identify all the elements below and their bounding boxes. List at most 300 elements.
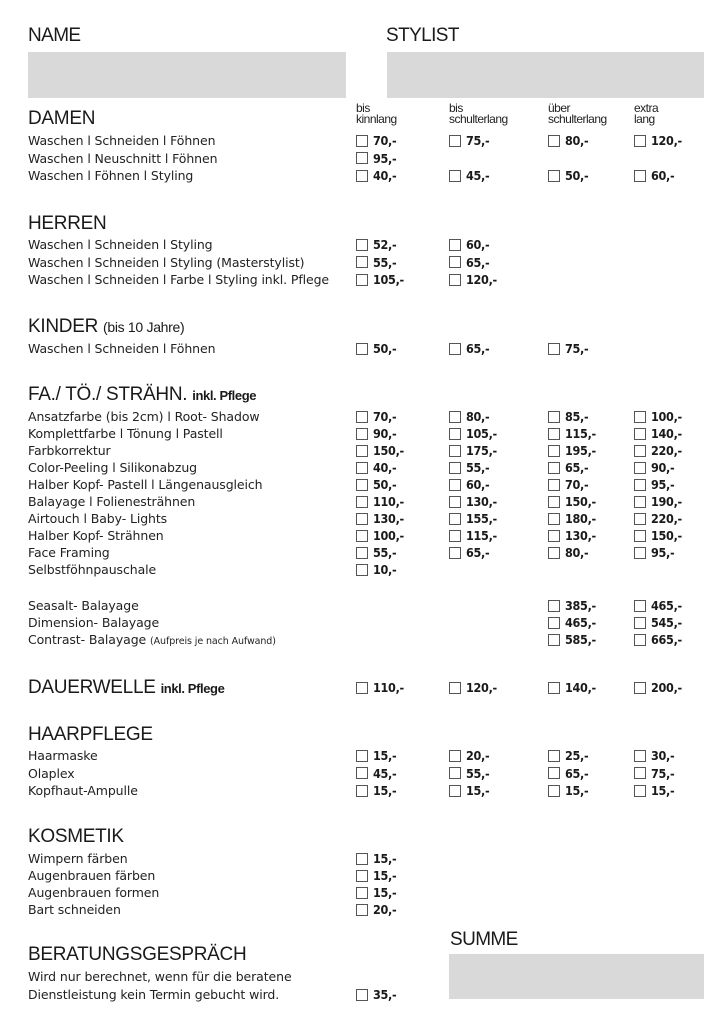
price-checkbox[interactable]: [449, 411, 461, 423]
service-row-label: [28, 850, 128, 867]
price-value: 150,-: [565, 494, 596, 509]
price-option: [356, 442, 404, 459]
column-header-extra-lang: extra lang: [634, 101, 659, 126]
section-title-haarpflege: HAARPFLEGE: [28, 724, 153, 745]
price-option: [356, 271, 404, 288]
price-option: [449, 459, 489, 476]
section-title-farbe: [28, 384, 256, 406]
price-checkbox[interactable]: [634, 428, 646, 440]
service-row-label: [28, 765, 75, 782]
farbe-title-text: FA./ TÖ./ STRÄHN.: [28, 384, 188, 405]
dauerwelle-title-text: DAUERWELLE: [28, 677, 156, 698]
price-value: 130,-: [466, 494, 497, 509]
section-title-kinder: [28, 316, 184, 338]
service-row-label: [28, 747, 98, 764]
price-option: [356, 150, 396, 167]
price-checkbox[interactable]: [356, 682, 368, 694]
price-option: [634, 765, 674, 782]
price-checkbox[interactable]: [634, 634, 646, 646]
price-value: 10,-: [373, 562, 397, 577]
price-value: 75,-: [651, 765, 675, 781]
price-option: [548, 544, 588, 561]
price-value: 115,-: [466, 528, 497, 543]
price-checkbox[interactable]: [449, 530, 461, 542]
price-option: [356, 527, 404, 544]
price-checkbox[interactable]: [548, 513, 560, 525]
price-value: 65,-: [466, 545, 490, 560]
price-option: [356, 544, 396, 561]
price-value: 70,-: [373, 133, 397, 148]
price-option: [356, 167, 396, 184]
price-value: 50,-: [373, 477, 397, 492]
dauerwelle-subtitle: inkl. Pflege: [160, 681, 225, 696]
price-checkbox[interactable]: [449, 274, 461, 286]
price-option: [449, 425, 497, 442]
price-value: 105,-: [466, 426, 497, 441]
price-value: 50,-: [373, 341, 397, 356]
price-checkbox[interactable]: [548, 411, 560, 423]
price-option: [548, 132, 588, 149]
price-value: 110,-: [373, 494, 404, 509]
service-row-label: [28, 254, 304, 271]
price-option: [548, 425, 596, 442]
price-checkbox[interactable]: [548, 135, 560, 147]
price-checkbox[interactable]: [548, 600, 560, 612]
price-checkbox[interactable]: [449, 239, 461, 251]
price-checkbox[interactable]: [449, 462, 461, 474]
price-option: [634, 527, 682, 544]
price-option: [548, 614, 596, 631]
price-checkbox[interactable]: [548, 530, 560, 542]
price-value: 195,-: [565, 443, 596, 458]
price-option: [449, 408, 489, 425]
price-value: 155,-: [466, 511, 497, 526]
price-checkbox[interactable]: [449, 767, 461, 779]
price-option: [356, 884, 396, 901]
service-note: (Aufpreis je nach Aufwand): [150, 636, 276, 647]
price-option: [449, 747, 489, 764]
price-option: [634, 132, 682, 149]
price-option: [548, 510, 596, 527]
service-name: Balayage l Folienesträhnen: [28, 494, 196, 509]
price-checkbox[interactable]: [356, 887, 368, 899]
price-value: 105,-: [373, 272, 404, 287]
price-option: [634, 476, 674, 493]
service-name: Dimension- Balayage: [28, 615, 160, 630]
price-checkbox[interactable]: [634, 785, 646, 797]
price-option: [449, 782, 489, 799]
name-input-field[interactable]: [28, 52, 346, 98]
price-value: 465,-: [651, 598, 682, 613]
column-header-schulterlang: bis schulterlang: [449, 101, 508, 126]
price-value: 85,-: [565, 409, 589, 424]
service-row-label: [28, 561, 156, 578]
price-value: 50,-: [565, 168, 589, 183]
price-value: 25,-: [565, 748, 589, 763]
price-checkbox[interactable]: [634, 617, 646, 629]
price-option: [449, 476, 489, 493]
stylist-label: STYLIST: [386, 25, 459, 46]
price-option: [449, 167, 489, 184]
summe-input-field[interactable]: [449, 954, 704, 999]
service-name: Waschen l Schneiden l Styling (Masterstylist): [28, 254, 305, 270]
price-checkbox[interactable]: [634, 496, 646, 508]
price-option: [634, 425, 682, 442]
price-checkbox[interactable]: [449, 750, 461, 762]
service-row-label: [28, 614, 159, 631]
price-value: 150,-: [373, 443, 404, 458]
price-checkbox[interactable]: [356, 750, 368, 762]
price-checkbox[interactable]: [634, 600, 646, 612]
price-checkbox[interactable]: [449, 170, 461, 182]
name-label: NAME: [28, 25, 81, 46]
section-title-herren: HERREN: [28, 213, 107, 234]
price-value: 60,-: [466, 237, 490, 252]
price-option: [356, 425, 396, 442]
price-checkbox[interactable]: [449, 547, 461, 559]
service-name: Bart schneiden: [28, 902, 121, 917]
price-checkbox[interactable]: [548, 170, 560, 182]
price-checkbox[interactable]: [548, 462, 560, 474]
price-option: [634, 747, 674, 764]
price-option: [634, 679, 682, 696]
price-checkbox[interactable]: [356, 513, 368, 525]
service-row-label: [28, 150, 217, 167]
price-value: 65,-: [565, 460, 589, 475]
service-name: Seasalt- Balayage: [28, 598, 139, 613]
price-option: [548, 167, 588, 184]
service-name: Contrast- Balayage: [28, 632, 147, 647]
service-row-label: [28, 442, 111, 459]
price-option: [449, 544, 489, 561]
price-value: 15,-: [373, 748, 397, 763]
price-option: [548, 340, 588, 357]
price-checkbox[interactable]: [449, 343, 461, 355]
price-checkbox[interactable]: [449, 479, 461, 491]
price-option: [634, 459, 674, 476]
price-value: 120,-: [466, 272, 497, 287]
price-value: 80,-: [565, 133, 589, 148]
price-option: [449, 679, 497, 696]
price-checkbox[interactable]: [548, 547, 560, 559]
price-checkbox[interactable]: [356, 445, 368, 457]
price-option: [356, 493, 404, 510]
price-checkbox[interactable]: [634, 682, 646, 694]
price-value: 55,-: [373, 254, 397, 270]
price-option: [634, 408, 682, 425]
service-name: Halber Kopf- Pastell l Längenausgleich: [28, 477, 263, 492]
price-value: 55,-: [373, 545, 397, 560]
price-checkbox[interactable]: [356, 411, 368, 423]
price-value: 55,-: [466, 460, 490, 475]
price-checkbox[interactable]: [356, 152, 368, 164]
service-name: Olaplex: [28, 765, 75, 781]
price-value: 15,-: [373, 885, 397, 900]
price-value: 65,-: [466, 254, 490, 270]
price-option: [356, 901, 396, 918]
price-value: 75,-: [466, 133, 490, 148]
price-checkbox[interactable]: [634, 767, 646, 779]
price-value: 175,-: [466, 443, 497, 458]
price-checkbox[interactable]: [356, 547, 368, 559]
price-value: 120,-: [466, 680, 497, 695]
price-checkbox[interactable]: [356, 343, 368, 355]
price-checkbox[interactable]: [548, 750, 560, 762]
price-option: [634, 614, 682, 631]
price-option: [548, 493, 596, 510]
service-name: Waschen l Schneiden l Föhnen: [28, 133, 216, 148]
price-value: 60,-: [651, 168, 675, 183]
service-name: Waschen l Schneiden l Föhnen: [28, 341, 216, 356]
price-checkbox[interactable]: [356, 239, 368, 251]
price-value: 110,-: [373, 680, 404, 695]
price-checkbox[interactable]: [634, 445, 646, 457]
price-checkbox[interactable]: [449, 256, 461, 268]
service-name: Augenbrauen formen: [28, 885, 160, 900]
price-option: [356, 679, 404, 696]
price-option: [356, 850, 396, 867]
price-checkbox[interactable]: [356, 135, 368, 147]
price-value: 100,-: [373, 528, 404, 543]
price-checkbox[interactable]: [634, 547, 646, 559]
price-value: 665,-: [651, 632, 682, 647]
price-checkbox[interactable]: [449, 445, 461, 457]
price-value: 220,-: [651, 511, 682, 526]
price-value: 70,-: [373, 409, 397, 424]
service-row-label: [28, 340, 215, 357]
price-checkbox[interactable]: [356, 256, 368, 268]
service-name: Farbkorrektur: [28, 443, 111, 458]
price-checkbox[interactable]: [548, 428, 560, 440]
price-checkbox[interactable]: [356, 767, 368, 779]
price-value: 140,-: [565, 680, 596, 695]
price-checkbox[interactable]: [634, 411, 646, 423]
service-row-label: [28, 544, 110, 561]
kinder-subtitle: (bis 10 Jahre): [102, 319, 185, 335]
price-checkbox[interactable]: [356, 530, 368, 542]
price-value: 80,-: [565, 545, 589, 560]
price-value: 95,-: [651, 545, 675, 560]
section-title-beratung: BERATUNGSGESPRÄCH: [28, 944, 247, 965]
service-row-label: [28, 901, 121, 918]
price-option: [356, 408, 396, 425]
price-checkbox[interactable]: [356, 170, 368, 182]
price-option: [449, 340, 489, 357]
price-checkbox[interactable]: [449, 496, 461, 508]
price-checkbox[interactable]: [634, 170, 646, 182]
price-value: 30,-: [651, 748, 675, 763]
price-option: [548, 408, 588, 425]
service-row-label: [28, 476, 263, 493]
price-option: [548, 782, 588, 799]
price-value: 55,-: [466, 765, 490, 781]
price-checkbox[interactable]: [548, 479, 560, 491]
service-name: Ansatzfarbe (bis 2cm) l Root- Shadow: [28, 409, 260, 424]
price-option: [356, 510, 404, 527]
price-checkbox[interactable]: [634, 135, 646, 147]
price-value: 15,-: [373, 868, 397, 883]
price-checkbox[interactable]: [548, 767, 560, 779]
price-value: 200,-: [651, 680, 682, 695]
price-checkbox[interactable]: [356, 564, 368, 576]
column-header-kinnlang: bis kinnlang: [356, 101, 397, 126]
price-value: 52,-: [373, 237, 397, 252]
price-value: 60,-: [466, 477, 490, 492]
price-value: 190,-: [651, 494, 682, 509]
section-title-dauerwelle: [28, 677, 224, 699]
price-option: [356, 765, 396, 782]
price-option: [548, 597, 596, 614]
price-option: [449, 132, 489, 149]
price-option: [634, 782, 674, 799]
price-checkbox[interactable]: [356, 785, 368, 797]
price-value: 15,-: [373, 783, 397, 798]
service-name: Waschen l Schneiden l Farbe l Styling inkl. Pflege: [28, 272, 330, 287]
price-value: 20,-: [466, 748, 490, 763]
price-checkbox[interactable]: [634, 513, 646, 525]
service-row-label: [28, 493, 195, 510]
price-checkbox[interactable]: [356, 462, 368, 474]
price-option: [356, 340, 396, 357]
price-checkbox[interactable]: [356, 428, 368, 440]
price-option: [634, 631, 682, 648]
price-value: 585,-: [565, 632, 596, 647]
price-checkbox[interactable]: [548, 445, 560, 457]
price-option: [548, 442, 596, 459]
service-row-label: [28, 597, 139, 614]
price-checkbox[interactable]: [356, 274, 368, 286]
price-option: [449, 527, 497, 544]
service-name: Selbstföhnpauschale: [28, 562, 157, 577]
price-value: 100,-: [651, 409, 682, 424]
price-value: 70,-: [565, 477, 589, 492]
price-checkbox[interactable]: [548, 634, 560, 646]
price-value: 45,-: [373, 765, 397, 781]
price-option: [356, 459, 396, 476]
price-option: [449, 271, 497, 288]
service-row-label: [28, 236, 212, 253]
price-option: [356, 867, 396, 884]
price-value: 545,-: [651, 615, 682, 630]
beratung-text-line2: Dienstleistung kein Termin gebucht wird.: [28, 987, 280, 1002]
price-value: 115,-: [565, 426, 596, 441]
price-value: 130,-: [565, 528, 596, 543]
service-row-label: [28, 782, 138, 799]
service-row-label: [28, 510, 167, 527]
price-checkbox[interactable]: [449, 682, 461, 694]
price-option: [449, 493, 497, 510]
price-checkbox[interactable]: [356, 479, 368, 491]
price-value: 15,-: [651, 783, 675, 798]
price-value: 180,-: [565, 511, 596, 526]
price-option: [449, 442, 497, 459]
price-option: [548, 747, 588, 764]
price-checkbox[interactable]: [548, 496, 560, 508]
price-option: [356, 476, 396, 493]
service-row-label: [28, 425, 223, 442]
price-value: 15,-: [466, 783, 490, 798]
price-option: [548, 476, 588, 493]
service-name: Waschen l Neuschnitt l Föhnen: [28, 150, 218, 166]
price-checkbox[interactable]: [548, 682, 560, 694]
price-value: 15,-: [373, 851, 397, 866]
price-checkbox[interactable]: [548, 785, 560, 797]
price-option: [634, 510, 682, 527]
price-checkbox[interactable]: [449, 785, 461, 797]
price-option: [548, 459, 588, 476]
service-row-label: [28, 631, 276, 650]
price-value: 140,-: [651, 426, 682, 441]
price-value: 20,-: [373, 902, 397, 917]
price-option: [449, 254, 489, 271]
farbe-subtitle: inkl. Pflege: [192, 388, 257, 403]
price-checkbox[interactable]: [548, 617, 560, 629]
price-checkbox[interactable]: [634, 530, 646, 542]
service-row-label: [28, 459, 197, 476]
price-checkbox[interactable]: [356, 989, 368, 1001]
price-checkbox[interactable]: [634, 750, 646, 762]
price-checkbox[interactable]: [356, 853, 368, 865]
price-option: [548, 765, 588, 782]
price-value: 95,-: [373, 150, 397, 166]
price-checkbox[interactable]: [449, 513, 461, 525]
section-title-damen: DAMEN: [28, 108, 96, 129]
price-checkbox[interactable]: [548, 343, 560, 355]
service-name: Komplettfarbe l Tönung l Pastell: [28, 426, 223, 441]
price-value: 130,-: [373, 511, 404, 526]
service-name: Wimpern färben: [28, 851, 128, 866]
price-checkbox[interactable]: [449, 135, 461, 147]
service-name: Halber Kopf- Strähnen: [28, 528, 164, 543]
price-checkbox[interactable]: [356, 870, 368, 882]
stylist-input-field[interactable]: [387, 52, 704, 98]
service-name: Waschen l Schneiden l Styling: [28, 237, 213, 252]
price-value: 65,-: [565, 765, 589, 781]
price-value: 385,-: [565, 598, 596, 613]
service-row-label: [28, 167, 193, 184]
price-value: 95,-: [651, 477, 675, 492]
price-value: 35,-: [373, 987, 397, 1002]
price-option: [356, 986, 396, 1003]
service-name: Waschen l Föhnen l Styling: [28, 168, 194, 183]
price-checkbox[interactable]: [634, 462, 646, 474]
price-option: [449, 765, 489, 782]
service-row-label: [28, 132, 215, 149]
price-checkbox[interactable]: [356, 904, 368, 916]
price-value: 65,-: [466, 341, 490, 356]
service-row-label: [28, 271, 329, 288]
price-checkbox[interactable]: [449, 428, 461, 440]
price-value: 90,-: [651, 460, 675, 475]
price-option: [548, 631, 596, 648]
section-title-kosmetik: KOSMETIK: [28, 826, 124, 847]
price-option: [449, 510, 497, 527]
service-name: Airtouch l Baby- Lights: [28, 511, 168, 526]
price-value: 465,-: [565, 615, 596, 630]
price-option: [449, 236, 489, 253]
price-checkbox[interactable]: [634, 479, 646, 491]
price-checkbox[interactable]: [356, 496, 368, 508]
service-row-label: [28, 884, 159, 901]
price-value: 45,-: [466, 168, 490, 183]
service-row-label: [28, 527, 164, 544]
price-option: [356, 747, 396, 764]
price-option: [356, 132, 396, 149]
price-option: [634, 544, 674, 561]
price-option: [356, 561, 396, 578]
price-option: [548, 679, 596, 696]
price-option: [356, 782, 396, 799]
